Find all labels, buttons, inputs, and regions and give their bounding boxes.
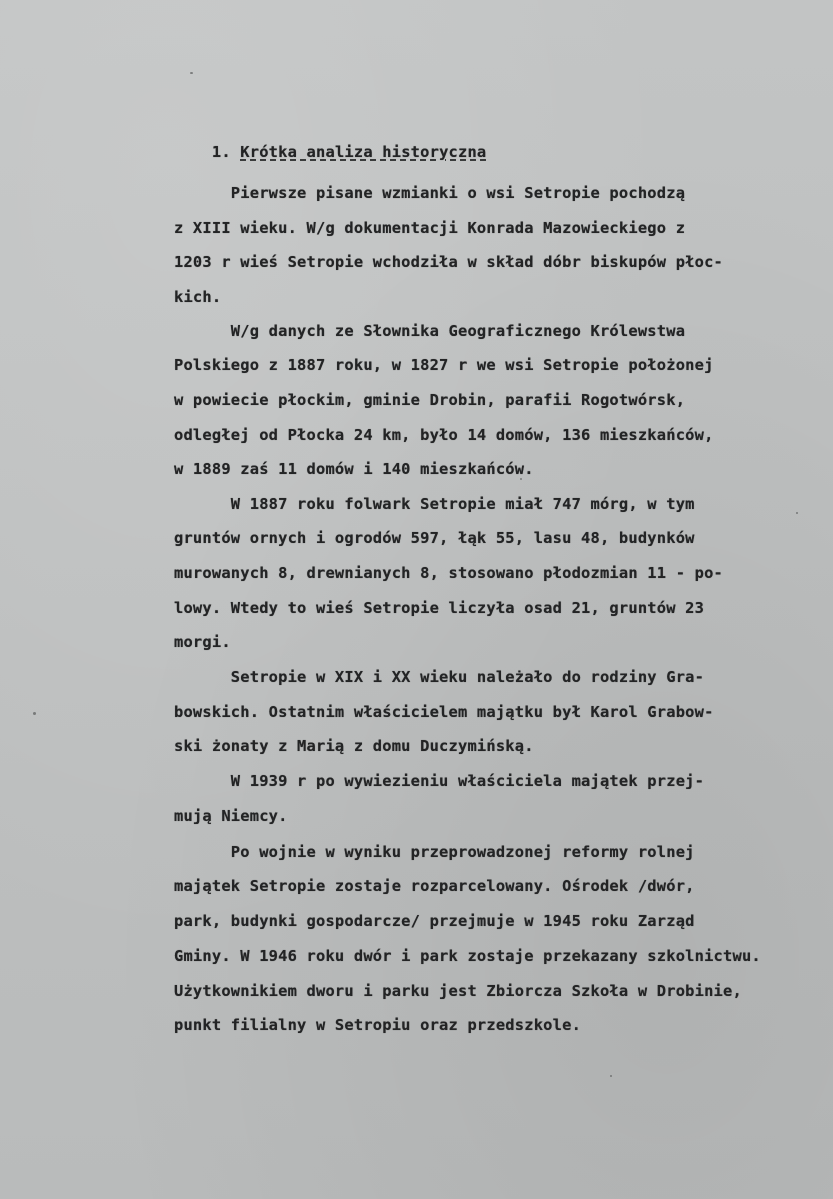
- text-line: gruntów ornych i ogrodów 597, łąk 55, lasu 48, budynków: [174, 529, 695, 547]
- text-line: morgi.: [174, 633, 231, 651]
- paper-speck: [610, 1075, 612, 1077]
- text-line: mują Niemcy.: [174, 807, 288, 825]
- text-line: z XIII wieku. W/g dokumentacji Konrada Mazowieckiego z: [174, 219, 686, 237]
- heading-number: 1.: [211, 143, 231, 161]
- text-line: Setropie w XIX i XX wieku należało do rodziny Gra-: [174, 668, 705, 686]
- heading-title: Krótka analiza historyczna: [240, 143, 487, 161]
- paper-speck: [33, 712, 36, 715]
- text-line: murowanych 8, drewnianych 8, stosowano płodozmian 11 - po-: [174, 564, 724, 582]
- text-line: kich.: [174, 288, 222, 306]
- text-line: W 1887 roku folwark Setropie miał 747 mórg, w tym: [174, 495, 695, 513]
- text-line: Pierwsze pisane wzmianki o wsi Setropie pochodzą: [174, 184, 686, 202]
- text-line: bowskich. Ostatnim właścicielem majątku był Karol Grabow-: [174, 703, 714, 721]
- text-line: W 1939 r po wywiezieniu właściciela majątek przej-: [174, 772, 705, 790]
- text-line: odległej od Płocka 24 km, było 14 domów, 136 mieszkańców,: [174, 426, 714, 444]
- text-line: w powiecie płockim, gminie Drobin, parafii Rogotwórsk,: [174, 391, 686, 409]
- text-line: park, budynki gospodarcze/ przejmuje w 1945 roku Zarząd: [174, 912, 695, 930]
- paper-speck: [520, 478, 522, 480]
- section-heading: [174, 122, 486, 182]
- paper-speck: [796, 512, 798, 514]
- text-line: Po wojnie w wyniku przeprowadzonej reformy rolnej: [174, 843, 695, 861]
- text-line: w 1889 zaś 11 domów i 140 mieszkańców.: [174, 460, 534, 478]
- text-line: majątek Setropie zostaje rozparcelowany. Ośrodek /dwór,: [174, 877, 695, 895]
- text-line: Użytkownikiem dworu i parku jest Zbiorcza Szkoła w Drobinie,: [174, 982, 742, 1000]
- text-line: W/g danych ze Słownika Geograficznego Królewstwa: [174, 322, 686, 340]
- paper-speck: [190, 72, 193, 74]
- text-line: ski żonaty z Marią z domu Duczymińską.: [174, 737, 534, 755]
- text-line: punkt filialny w Setropiu oraz przedszkole.: [174, 1016, 582, 1034]
- text-line: Polskiego z 1887 roku, w 1827 r we wsi Setropie położonej: [174, 356, 714, 374]
- text-line: 1203 r wieś Setropie wchodziła w skład dóbr biskupów płoc-: [174, 253, 724, 271]
- text-line: Gminy. W 1946 roku dwór i park zostaje przekazany szkolnictwu.: [174, 947, 761, 965]
- text-line: lowy. Wtedy to wieś Setropie liczyła osad 21, gruntów 23: [174, 599, 705, 617]
